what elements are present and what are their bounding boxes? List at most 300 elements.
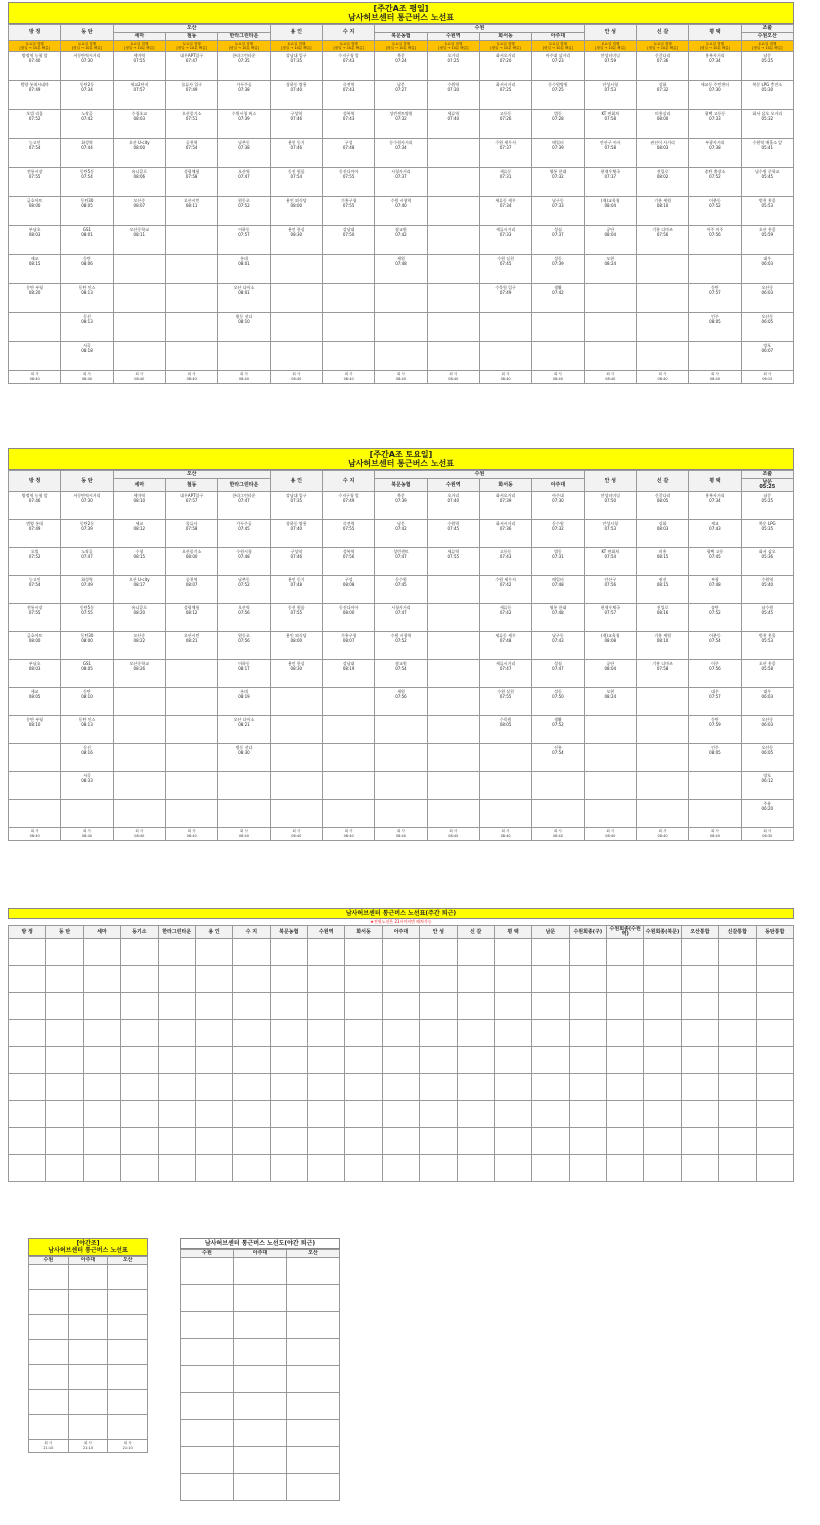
cell xyxy=(233,1155,270,1182)
cell xyxy=(322,313,374,342)
cell xyxy=(532,342,584,371)
cell: 동수원 07:32 xyxy=(532,520,584,548)
cell: 동탄2동 07:39 xyxy=(61,520,113,548)
saturday-title xyxy=(8,448,794,470)
cell: 오산 홍콩 05:58 xyxy=(741,660,793,688)
cell xyxy=(756,1155,794,1182)
cell: 강남대 입구 07:35 xyxy=(270,492,322,520)
cell xyxy=(270,1155,307,1182)
col-head: 아주대 xyxy=(532,479,584,492)
cell xyxy=(427,716,479,744)
cell xyxy=(158,1020,195,1047)
cell xyxy=(83,1047,120,1074)
cell xyxy=(308,1128,345,1155)
cell xyxy=(756,966,794,993)
footer-cell: 회 사 08:40 xyxy=(61,828,113,841)
table-row xyxy=(9,313,794,342)
cell xyxy=(719,1128,756,1155)
cell xyxy=(308,993,345,1020)
footer-cell: 회 사 21:10 xyxy=(29,1440,69,1453)
cell xyxy=(9,939,46,966)
cell xyxy=(121,1074,158,1101)
cell: 북문 07:24 xyxy=(375,52,427,81)
col-head: 평 택 xyxy=(689,471,741,492)
later-col: 신 갈 xyxy=(457,926,494,939)
footer-cell: 회 사 08:40 xyxy=(270,371,322,384)
cell xyxy=(181,1285,234,1312)
cell xyxy=(9,800,61,828)
cell xyxy=(9,1020,46,1047)
cell: 이하동 08:17 xyxy=(218,660,270,688)
cell: 동수원사거리 07:34 xyxy=(375,139,427,168)
cell xyxy=(158,1074,195,1101)
note-cell: 토요일 결행 [평일 → 10분 빠름] xyxy=(61,41,113,52)
cell xyxy=(375,284,427,313)
cell xyxy=(9,1047,46,1074)
cell: 대우 06:03 xyxy=(741,688,793,716)
cell xyxy=(584,744,636,772)
table-row xyxy=(29,1290,148,1315)
night-out-body xyxy=(181,1258,340,1501)
footer-cell: 회 사 08:40 xyxy=(375,371,427,384)
cell xyxy=(636,342,688,371)
cell xyxy=(532,966,569,993)
cell xyxy=(382,1155,419,1182)
cell: KT 연회처 07:58 xyxy=(584,110,636,139)
cell xyxy=(158,966,195,993)
footer-row xyxy=(9,828,794,841)
cell: 신갈다리 08:05 xyxy=(636,492,688,520)
cell xyxy=(165,800,217,828)
table-row xyxy=(9,284,794,313)
cell xyxy=(9,342,61,371)
later-col: 평 택 xyxy=(494,926,531,939)
cell xyxy=(287,1420,340,1447)
cell xyxy=(420,1074,457,1101)
cell xyxy=(181,1258,234,1285)
table-row xyxy=(9,716,794,744)
cell: 모산중 08:07 xyxy=(113,197,165,226)
cell: 세류동 07:42 xyxy=(479,604,531,632)
cell: 오산시민 08:21 xyxy=(165,632,217,660)
cell xyxy=(46,939,83,966)
cell xyxy=(756,939,794,966)
table-row xyxy=(9,939,794,966)
cell xyxy=(234,1420,287,1447)
cell: 구성역 07:46 xyxy=(270,110,322,139)
cell: 오산종기소 08:00 xyxy=(165,548,217,576)
cell: 홍복사거리 07:34 xyxy=(689,492,741,520)
col-head: 평 택 xyxy=(689,25,741,41)
table-row xyxy=(29,1390,148,1415)
cell xyxy=(121,1128,158,1155)
footer-cell: 회 사 08:40 xyxy=(532,371,584,384)
cell xyxy=(345,966,382,993)
cell: 북문 LPG 05:35 xyxy=(741,520,793,548)
weekday-table xyxy=(8,24,794,384)
cell xyxy=(607,1020,644,1047)
night-col: 아주대 xyxy=(68,1257,108,1265)
later-head-row xyxy=(9,926,794,939)
cell xyxy=(181,1447,234,1474)
cell: 가두주공 07:38 xyxy=(218,81,270,110)
cell xyxy=(270,1101,307,1128)
table-row xyxy=(9,604,794,632)
cell: 성평체험 07:58 xyxy=(165,168,217,197)
cell xyxy=(457,1047,494,1074)
later-col: 방 정 xyxy=(9,926,46,939)
later-col: 남문 xyxy=(532,926,569,939)
cell: 이주 07:56 xyxy=(689,660,741,688)
cell: 원동 선다 08:10 xyxy=(218,313,270,342)
footer-cell: 회 사 08:40 xyxy=(479,371,531,384)
cell: 현재우체국 07:37 xyxy=(584,168,636,197)
table-row xyxy=(9,1074,794,1101)
table-row xyxy=(9,1155,794,1182)
cell xyxy=(113,800,165,828)
cell xyxy=(270,1047,307,1074)
cell: 공단 08:04 xyxy=(584,660,636,688)
cell: 성동 07:50 xyxy=(532,688,584,716)
cell xyxy=(165,342,217,371)
cell xyxy=(494,993,531,1020)
cell: 고등동 07:26 xyxy=(479,110,531,139)
cell xyxy=(181,1474,234,1501)
table-row xyxy=(9,1020,794,1047)
cell xyxy=(681,1155,718,1182)
footer-cell: 회 사 08:40 xyxy=(9,371,61,384)
footer-cell: 회 사 08:40 xyxy=(218,828,270,841)
cell xyxy=(9,993,46,1020)
cell xyxy=(195,1047,232,1074)
cell xyxy=(345,1101,382,1128)
cell: 기흥 세원 08:10 xyxy=(636,632,688,660)
table-row xyxy=(181,1393,340,1420)
night-out-col: 오산 xyxy=(287,1250,340,1258)
table-row xyxy=(29,1340,148,1365)
cell xyxy=(719,939,756,966)
cell: 화서오거리 07:20 xyxy=(479,52,531,81)
cell: 남문 05:25 xyxy=(741,492,793,520)
cell: 수원 실천 07:45 xyxy=(479,255,531,284)
cell xyxy=(681,1074,718,1101)
cell: 서곡 08:33 xyxy=(61,772,113,800)
cell xyxy=(375,313,427,342)
cell xyxy=(234,1474,287,1501)
later-col: 수원역 xyxy=(308,926,345,939)
cell: 남문 07:27 xyxy=(375,81,427,110)
cell: 오산역 07:56 xyxy=(218,604,270,632)
cell xyxy=(270,744,322,772)
cell xyxy=(375,744,427,772)
cell xyxy=(270,1020,307,1047)
cell xyxy=(345,1020,382,1047)
cell: 동탄 07:57 xyxy=(689,284,741,313)
cell xyxy=(233,1047,270,1074)
cell: (재)교육청 08:04 xyxy=(584,197,636,226)
cell: 동진 원룸 07:54 xyxy=(270,168,322,197)
cell: 화서시거리 07:25 xyxy=(479,81,531,110)
cell: 범양 롯데시네마 07:49 xyxy=(9,81,61,110)
cell xyxy=(233,1074,270,1101)
cell xyxy=(479,772,531,800)
cell: 대우APT입구 07:57 xyxy=(165,492,217,520)
footer-cell: 회 사 06:30 xyxy=(741,828,793,841)
col-head: 북문농협 xyxy=(375,33,427,41)
cell xyxy=(9,1101,46,1128)
cell: 미흥 08:15 xyxy=(636,548,688,576)
cell: 평택 고등 07:45 xyxy=(689,548,741,576)
col-head: 화서동 xyxy=(479,479,531,492)
cell: 미흥실리 08:00 xyxy=(636,110,688,139)
cell xyxy=(287,1393,340,1420)
weekday-title-line2: 남사허브센터 통근버스 노선표 xyxy=(347,13,455,22)
cell: 동탄30 08:05 xyxy=(61,197,113,226)
col-head: 용 인 xyxy=(270,25,322,41)
table-row xyxy=(9,492,794,520)
cell xyxy=(68,1415,108,1440)
cell: 용인 동기 07:46 xyxy=(270,139,322,168)
cell xyxy=(108,1340,148,1365)
cell: 남구동 07:43 xyxy=(532,632,584,660)
col-head: 한라그린타운 xyxy=(218,479,270,492)
note-cell: 토요일 결행 [평일 → 10분 빠름] xyxy=(427,41,479,52)
cell: 기흥 디마즈 07:58 xyxy=(636,660,688,688)
cell xyxy=(322,772,374,800)
cell xyxy=(644,966,681,993)
cell xyxy=(46,966,83,993)
cell xyxy=(494,1155,531,1182)
cell xyxy=(681,1128,718,1155)
footer-cell: 회 사 08:40 xyxy=(218,371,270,384)
cell xyxy=(644,1047,681,1074)
cell: 전통시장 07:55 xyxy=(9,604,61,632)
cell xyxy=(165,688,217,716)
cell: 동탄 부평 08:20 xyxy=(9,284,61,313)
table-row xyxy=(9,548,794,576)
cell xyxy=(479,744,531,772)
cell xyxy=(532,993,569,1020)
cell xyxy=(287,1258,340,1285)
cell xyxy=(532,1128,569,1155)
cell xyxy=(345,993,382,1020)
cell xyxy=(345,1047,382,1074)
cell: 남문 05:25 xyxy=(741,52,793,81)
cell: 화서 삼오 05:36 xyxy=(741,548,793,576)
cell xyxy=(9,313,61,342)
cell xyxy=(607,993,644,1020)
later-col: 신갈통합 xyxy=(719,926,756,939)
cell xyxy=(719,1155,756,1182)
cell xyxy=(457,993,494,1020)
cell xyxy=(234,1339,287,1366)
cell xyxy=(29,1290,69,1315)
cell: 오산동 06:05 xyxy=(741,313,793,342)
note-cell: 토요일 결행 [평일 → 10분 빠름] xyxy=(584,41,636,52)
cell xyxy=(29,1390,69,1415)
cell xyxy=(636,255,688,284)
cell: 수원역 07:45 xyxy=(427,520,479,548)
cell xyxy=(607,1047,644,1074)
cell xyxy=(308,1020,345,1047)
cell xyxy=(61,800,113,828)
col-head: 세마 xyxy=(113,33,165,41)
col-head: 한라그린타운 xyxy=(218,33,270,41)
cell: 이춘동 07:54 xyxy=(689,632,741,660)
table-row xyxy=(9,255,794,284)
cell xyxy=(756,993,794,1020)
footer-cell: 회 사 21:10 xyxy=(68,1440,108,1453)
cell xyxy=(322,284,374,313)
col-head: 수 지 xyxy=(322,471,374,492)
cell: 동수원병원 07:25 xyxy=(532,81,584,110)
cell: 오산 U-city 08:00 xyxy=(113,139,165,168)
later-col: 한라그린타운 xyxy=(158,926,195,939)
cell xyxy=(181,1312,234,1339)
cell xyxy=(494,1020,531,1047)
cell: 강화 07:32 xyxy=(636,81,688,110)
cell xyxy=(29,1340,69,1365)
cell xyxy=(479,800,531,828)
cell: 오빌 리움 07:52 xyxy=(9,110,61,139)
note-cell: 토요일 결행 [평일 → 10분 빠름] xyxy=(375,41,427,52)
cell xyxy=(607,1074,644,1101)
table-row xyxy=(9,744,794,772)
table-row xyxy=(29,1365,148,1390)
table-row xyxy=(9,197,794,226)
weekday-title xyxy=(8,2,794,24)
cell: 남촌동 07:38 xyxy=(218,139,270,168)
table-row xyxy=(9,1047,794,1074)
cell: 기흥구청 07:55 xyxy=(322,197,374,226)
table-row xyxy=(181,1366,340,1393)
cell: 세교동 주민센터 07:30 xyxy=(689,81,741,110)
cell xyxy=(270,800,322,828)
cell xyxy=(195,1155,232,1182)
cell: 세류시거리 07:33 xyxy=(479,226,531,255)
cell xyxy=(234,1258,287,1285)
cell xyxy=(427,255,479,284)
cell xyxy=(287,1339,340,1366)
cell: 범천 홍콩 05:53 xyxy=(741,197,793,226)
cell: 오산 다이소 08:01 xyxy=(218,284,270,313)
cell: 용인 한실 08:30 xyxy=(270,660,322,688)
col-head: 신 갈 xyxy=(636,471,688,492)
cell: 남수원 중학교 05:45 xyxy=(741,168,793,197)
cell xyxy=(644,1155,681,1182)
footer-cell: 회 사 08:40 xyxy=(584,371,636,384)
cell xyxy=(569,1074,606,1101)
footer-cell: 회 사 08:40 xyxy=(113,828,165,841)
cell: 생활 07:52 xyxy=(532,716,584,744)
cell xyxy=(270,966,307,993)
night-body xyxy=(29,1265,148,1453)
cell: 현재우체국 07:57 xyxy=(584,604,636,632)
cell: 권선 08:15 xyxy=(636,576,688,604)
cell xyxy=(420,966,457,993)
cell xyxy=(382,1074,419,1101)
cell xyxy=(375,800,427,828)
cell: 구성 08:08 xyxy=(322,576,374,604)
cell xyxy=(9,1155,46,1182)
cell: 유니클로 08:06 xyxy=(113,168,165,197)
table-row xyxy=(181,1339,340,1366)
cell: 용인 외식당 08:00 xyxy=(270,632,322,660)
cell: 오거리 07:40 xyxy=(427,492,479,520)
cell: 동탄 07:59 xyxy=(689,716,741,744)
cell xyxy=(308,966,345,993)
cell xyxy=(46,1155,83,1182)
cell: 세류시거리 07:47 xyxy=(479,660,531,688)
cell xyxy=(322,800,374,828)
cell: 수청초교 08:03 xyxy=(113,110,165,139)
cell xyxy=(195,966,232,993)
cell: 죽전역 07:55 xyxy=(322,520,374,548)
cell: 수원 세무서 07:37 xyxy=(479,139,531,168)
cell xyxy=(108,1315,148,1340)
cell: 모산중학교 08:11 xyxy=(113,226,165,255)
cell xyxy=(233,966,270,993)
night-title-line2: 남사허브센터 통근버스 노선표 xyxy=(48,1247,128,1254)
cell xyxy=(569,1155,606,1182)
cell xyxy=(427,772,479,800)
later-col: 오산통합 xyxy=(681,926,718,939)
cell xyxy=(113,313,165,342)
cell: 용인 동기 07:48 xyxy=(270,576,322,604)
cell xyxy=(113,342,165,371)
cell xyxy=(46,1101,83,1128)
group-head: 조출 xyxy=(741,471,793,479)
cell: 용인 외식당 08:00 xyxy=(270,197,322,226)
cell xyxy=(420,1128,457,1155)
cell xyxy=(234,1285,287,1312)
cell xyxy=(681,966,718,993)
cell xyxy=(420,1155,457,1182)
cell: 범천 홍콩 05:53 xyxy=(741,632,793,660)
cell xyxy=(644,1101,681,1128)
cell xyxy=(636,744,688,772)
cell xyxy=(494,1128,531,1155)
footer-row xyxy=(29,1440,148,1453)
table-row xyxy=(181,1285,340,1312)
cell xyxy=(287,1366,340,1393)
cell xyxy=(427,604,479,632)
cell xyxy=(287,1285,340,1312)
cell: 기흥 세원 08:10 xyxy=(636,197,688,226)
cell: 롯데 08:19 xyxy=(218,688,270,716)
cell xyxy=(322,744,374,772)
later-col: 북문농협 xyxy=(270,926,307,939)
cell: 공천역 07:54 xyxy=(165,139,217,168)
saturday-schedule xyxy=(8,448,794,841)
cell: 안산구 이사 07:58 xyxy=(584,139,636,168)
table-row xyxy=(181,1312,340,1339)
cell: 노작골 07:42 xyxy=(61,110,113,139)
cell xyxy=(195,1020,232,1047)
cell xyxy=(607,966,644,993)
cell: 잠교원 07:42 xyxy=(375,226,427,255)
cell xyxy=(584,716,636,744)
cell xyxy=(158,1155,195,1182)
cell xyxy=(494,966,531,993)
cell: 오산동 06:05 xyxy=(741,744,793,772)
cell: 수원역 매홀소 앞 05:41 xyxy=(741,139,793,168)
cell: 오빌 07:52 xyxy=(9,548,61,576)
cell xyxy=(457,1128,494,1155)
cell xyxy=(532,772,584,800)
cell xyxy=(719,1047,756,1074)
cell: 동선 08:16 xyxy=(61,744,113,772)
